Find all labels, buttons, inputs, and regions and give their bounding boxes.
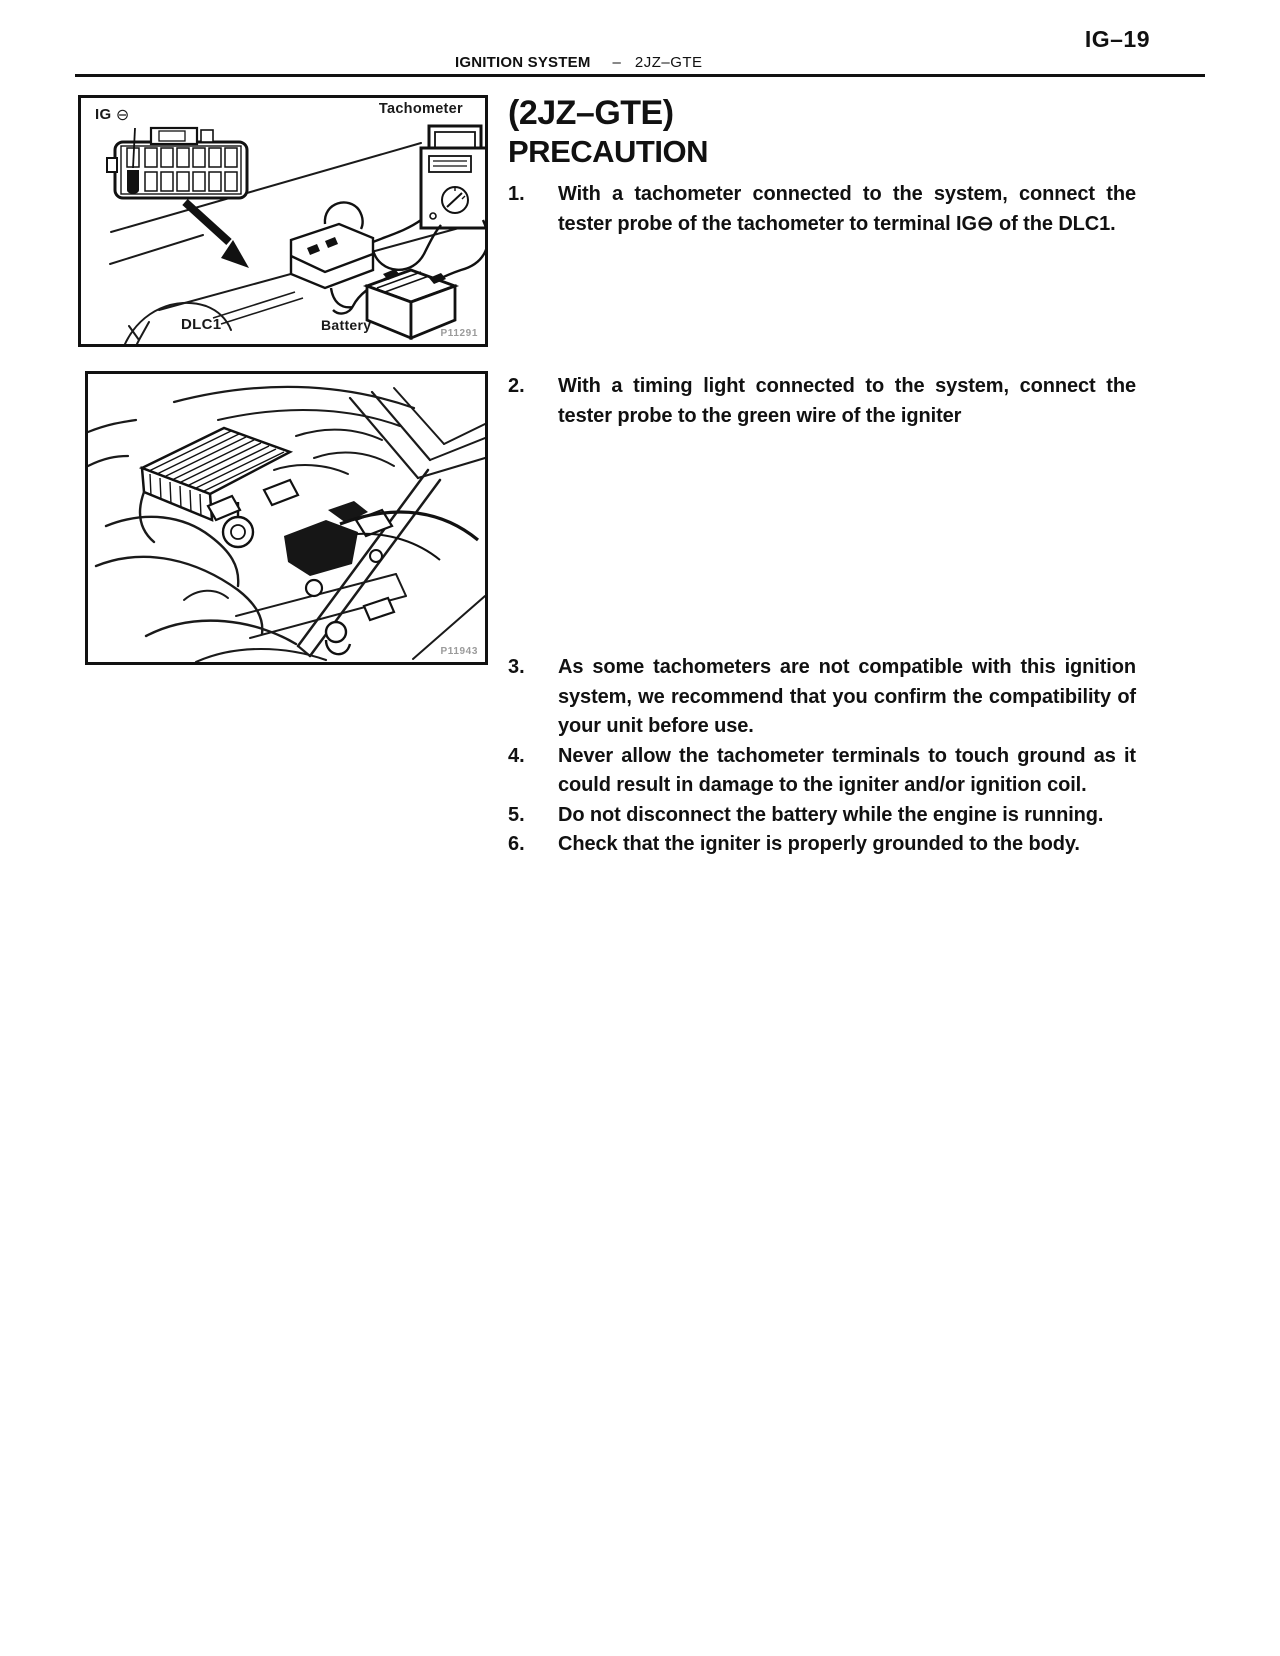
intro-block: [508, 93, 1136, 239]
item-text: With a timing light connected to the system, connect the tester probe to the green wire of the igniter: [558, 375, 1136, 427]
precaution-item-6: [508, 830, 1136, 860]
ig-text: IG: [95, 106, 112, 123]
header-section-title: IGNITION SYSTEM: [455, 54, 591, 71]
section-heading: PRECAUTION: [508, 134, 708, 169]
item-number: 4.: [508, 744, 525, 767]
item-number: 3.: [508, 656, 525, 678]
wiring-diagram-illustration: [81, 98, 485, 344]
precaution-item-1: [508, 180, 1136, 239]
header-rule: [75, 74, 1205, 77]
item-text: Never allow the tachometer terminals to touch ground as it could result in damage to the igniter and/or ignition coil.: [558, 744, 1136, 796]
precaution-item-4: [508, 742, 1136, 801]
label-tachometer: Tachometer: [378, 101, 463, 117]
item-text: With a tachometer connected to the system, connect the tester probe of the tachometer to terminal IG⊖ of the DLC1.: [558, 183, 1136, 235]
figure-tachometer-connection: [78, 95, 488, 347]
circled-minus-icon: ⊖: [115, 107, 130, 124]
item-number: 2.: [508, 375, 525, 397]
label-ig-terminal: [95, 104, 130, 124]
precaution-item-2: [508, 372, 1136, 431]
precaution-item-3: [508, 653, 1136, 742]
figure1-code: P11291: [440, 328, 478, 339]
item-text: Check that the igniter is properly grounded to the body.: [558, 833, 1080, 855]
item-text: Do not disconnect the battery while the engine is running.: [558, 803, 1104, 826]
figure-igniter-location: [85, 371, 488, 665]
running-header: [455, 54, 703, 71]
page-number: IG–19: [1084, 26, 1150, 52]
item-text: As some tachometers are not compatible with this ignition system, we recommend that you confirm the compatibility of your unit before use.: [558, 656, 1136, 737]
item-number: 1.: [508, 183, 525, 205]
label-dlc1: DLC1: [181, 316, 222, 333]
header-separator: –: [612, 54, 621, 71]
figure2-code: P11943: [440, 646, 478, 657]
engine-title: (2JZ–GTE): [508, 94, 674, 132]
items3to6-block: [508, 653, 1136, 860]
item2-block: [508, 372, 1136, 431]
precaution-item-5: [508, 801, 1136, 831]
label-battery: Battery: [321, 317, 372, 333]
item-number: 6.: [508, 833, 525, 855]
engine-bay-illustration: [88, 374, 485, 662]
header-engine-code: 2JZ–GTE: [634, 54, 703, 71]
item-number: 5.: [508, 803, 525, 826]
